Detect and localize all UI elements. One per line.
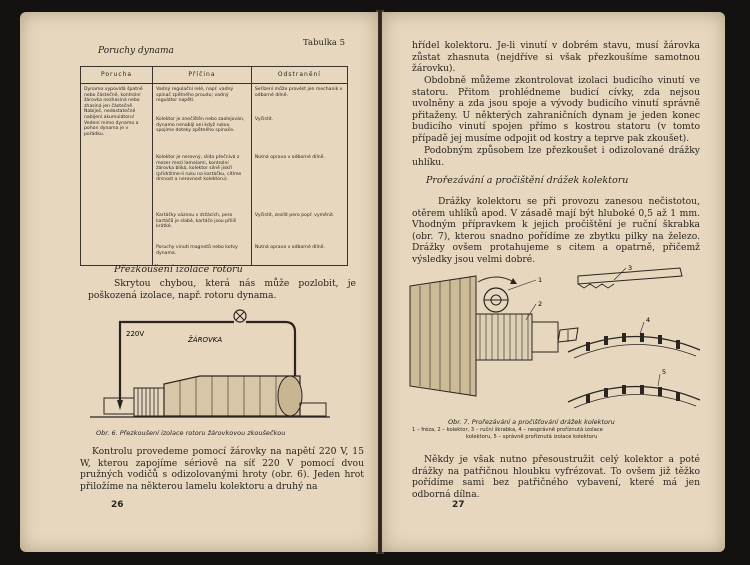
left-page: [20, 12, 378, 552]
paragraph: Kontrolu provedeme pomocí žárovky na napětí 220 V, 15 W, kterou zapojíme sériově na síť 220 V pomocí dvou pružných vodičů s odizolovanými hroty (obr. 6). Jeden hrot přiložíme na některou lamelu kolektoru a druhý na: [80, 446, 364, 492]
table-cell-odstraneni: Seřízení může provést jen mechanik v odborné dílně.: [254, 87, 343, 98]
table-header-porucha: Porucha: [81, 67, 153, 84]
table-cell-odstraneni: Vyčistit.: [254, 117, 274, 122]
table-cell-pricina: Kolektor je znečištěn nebo zaolejován, dynamo nenabíjí ani když rukou spojíme doteky zpětného spínače.: [156, 117, 245, 134]
table-header-pricina: Příčina: [153, 67, 252, 84]
paragraph: Skrytou chybou, která nás může pozlobit, je poškozená izolace, např. rotoru dynama.: [88, 278, 356, 301]
right-page: [382, 12, 725, 552]
figure-6-diagram: [90, 306, 330, 422]
table-column-pricina: [153, 84, 252, 266]
section-title: Přezkoušení izolace rotoru: [114, 264, 243, 275]
table-header-odstraneni: Odstranění: [251, 67, 347, 84]
figure-6-caption: Obr. 6. Přezkoušení izolace rotoru žárovkovou zkoušečkou: [96, 429, 286, 437]
probe-tip: [117, 400, 123, 410]
figure-label: 2: [538, 300, 543, 308]
commutator-drawing: [410, 276, 558, 396]
page-number: 27: [452, 500, 465, 510]
paragraph: Někdy je však nutno přesoustružit celý kolektor a poté drážky na patřičnou hloubku vyfrézovat. To ovšem již těžko pořídíme sami bez patřičného vybavení, které má jen odborná dílna.: [412, 454, 700, 500]
fault-table: [80, 66, 348, 266]
voltage-label: 220V: [126, 330, 145, 338]
lamp-icon: [234, 310, 246, 322]
table-cell-pricina: Kartáčky váznou v držácích, pero kartáčů je slabé, kartáče jsou příliš krátké.: [156, 213, 237, 230]
page-number: 26: [111, 500, 124, 510]
table-cell-porucha: Dynamo vypovídá špatně nebo částečně, kontrolní žárovka nezhasíná nebo zhasíná jen částečně. Nabíječ, nedostatečné nabíjení akumulátoru! Vedení mimo dynamo a pohon dynama je v pořádku.: [81, 84, 153, 266]
figure-7-legend: kolektoru, 5 – správně proříznutá izolace kolektoru: [466, 434, 598, 440]
insulation-detail-wrong: [568, 333, 700, 358]
figure-7-legend: 1 – fréza, 2 – kolektor, 3 – ruční škrabka, 4 – nesprávně proříznutá izolace: [412, 427, 603, 433]
table-label: Tabulka 5: [303, 38, 346, 48]
figure-label: 3: [628, 264, 633, 272]
running-header: Poruchy dynama: [98, 46, 174, 56]
figure-label: 1: [538, 276, 543, 284]
table-cell-pricina: Poruchy vinutí magnetů nebo kotvy dynama.: [156, 245, 238, 256]
paragraph: Drážky kolektoru se při provozu zanesou nečistotou, otěrem uhlíků apod. V zásadě mají být hluboké 0,5 až 1 mm. Vhodným přípravkem k jejich pročištění je ruční škrabka (obr. 7), kterou snadno pořídíme ze zbytku pilky na železo. Drážky ovšem protahujeme s citem a opatrně, přičemž výsledky jsou velmi dobré.: [412, 196, 700, 265]
insulation-detail-correct: [568, 385, 700, 408]
table-cell-odstraneni: Nutná oprava v odborné dílně.: [254, 155, 325, 160]
paragraph: Podobným způsobem lze přezkoušet i odizolované drážky uhlíku.: [412, 145, 700, 168]
cutter-drawing: [478, 277, 517, 312]
figure-label: 5: [662, 368, 667, 376]
scraper-drawing: [558, 268, 682, 342]
lamp-label: ŽÁROVKA: [188, 336, 223, 344]
figure-label: 4: [646, 316, 651, 324]
paragraph: hřídel kolektoru. Je-li vinutí v dobrém stavu, musí žárovka zůstat zhasnuta (nejdříve si však přezkoušíme samotnou žárovku).: [412, 40, 700, 74]
table-cell-pricina: Vadný regulační relé, např. vadný spínač zpětného proudu; vadný regulátor napětí.: [156, 87, 234, 104]
figure-7-diagram: [408, 262, 700, 414]
table-cell-odstraneni: Vyčistit, zesílit pero popř. vyměnit.: [254, 213, 335, 218]
table-cell-odstraneni: Nutná oprava v odborné dílně.: [254, 245, 325, 250]
figure-7-caption: Obr. 7. Prořezávání a pročišťování drážek kolektoru: [448, 418, 615, 426]
table-cell-pricina: Kolektor je nerovný, slída přečnívá z mezer mezi lamelami, kontrolní žárovka bliká, kolektor silně jiskří (přidržíme-li ruku na kartáčku, cítíme drsnost a nerovnost kolektoru).: [156, 155, 242, 183]
paragraph: Obdobně můžeme zkontrolovat izolaci budicího vinutí ve statoru. Přitom prohlédneme budicí cívky, zda nejsou uvolněny a zda jsou spoje a vývody budicího vinutí správně přitaženy. U některých zahraničních dynam je jeden konec budicího vinutí spojen přímo s kostrou statoru (v tomto případě jej musíme odpojit od kostry a teprve pak zkoušet).: [412, 75, 700, 144]
table-column-odstraneni: [251, 84, 347, 266]
rotor-drawing: [90, 376, 330, 417]
section-title: Prořezávání a pročištění drážek kolektoru: [426, 175, 629, 186]
